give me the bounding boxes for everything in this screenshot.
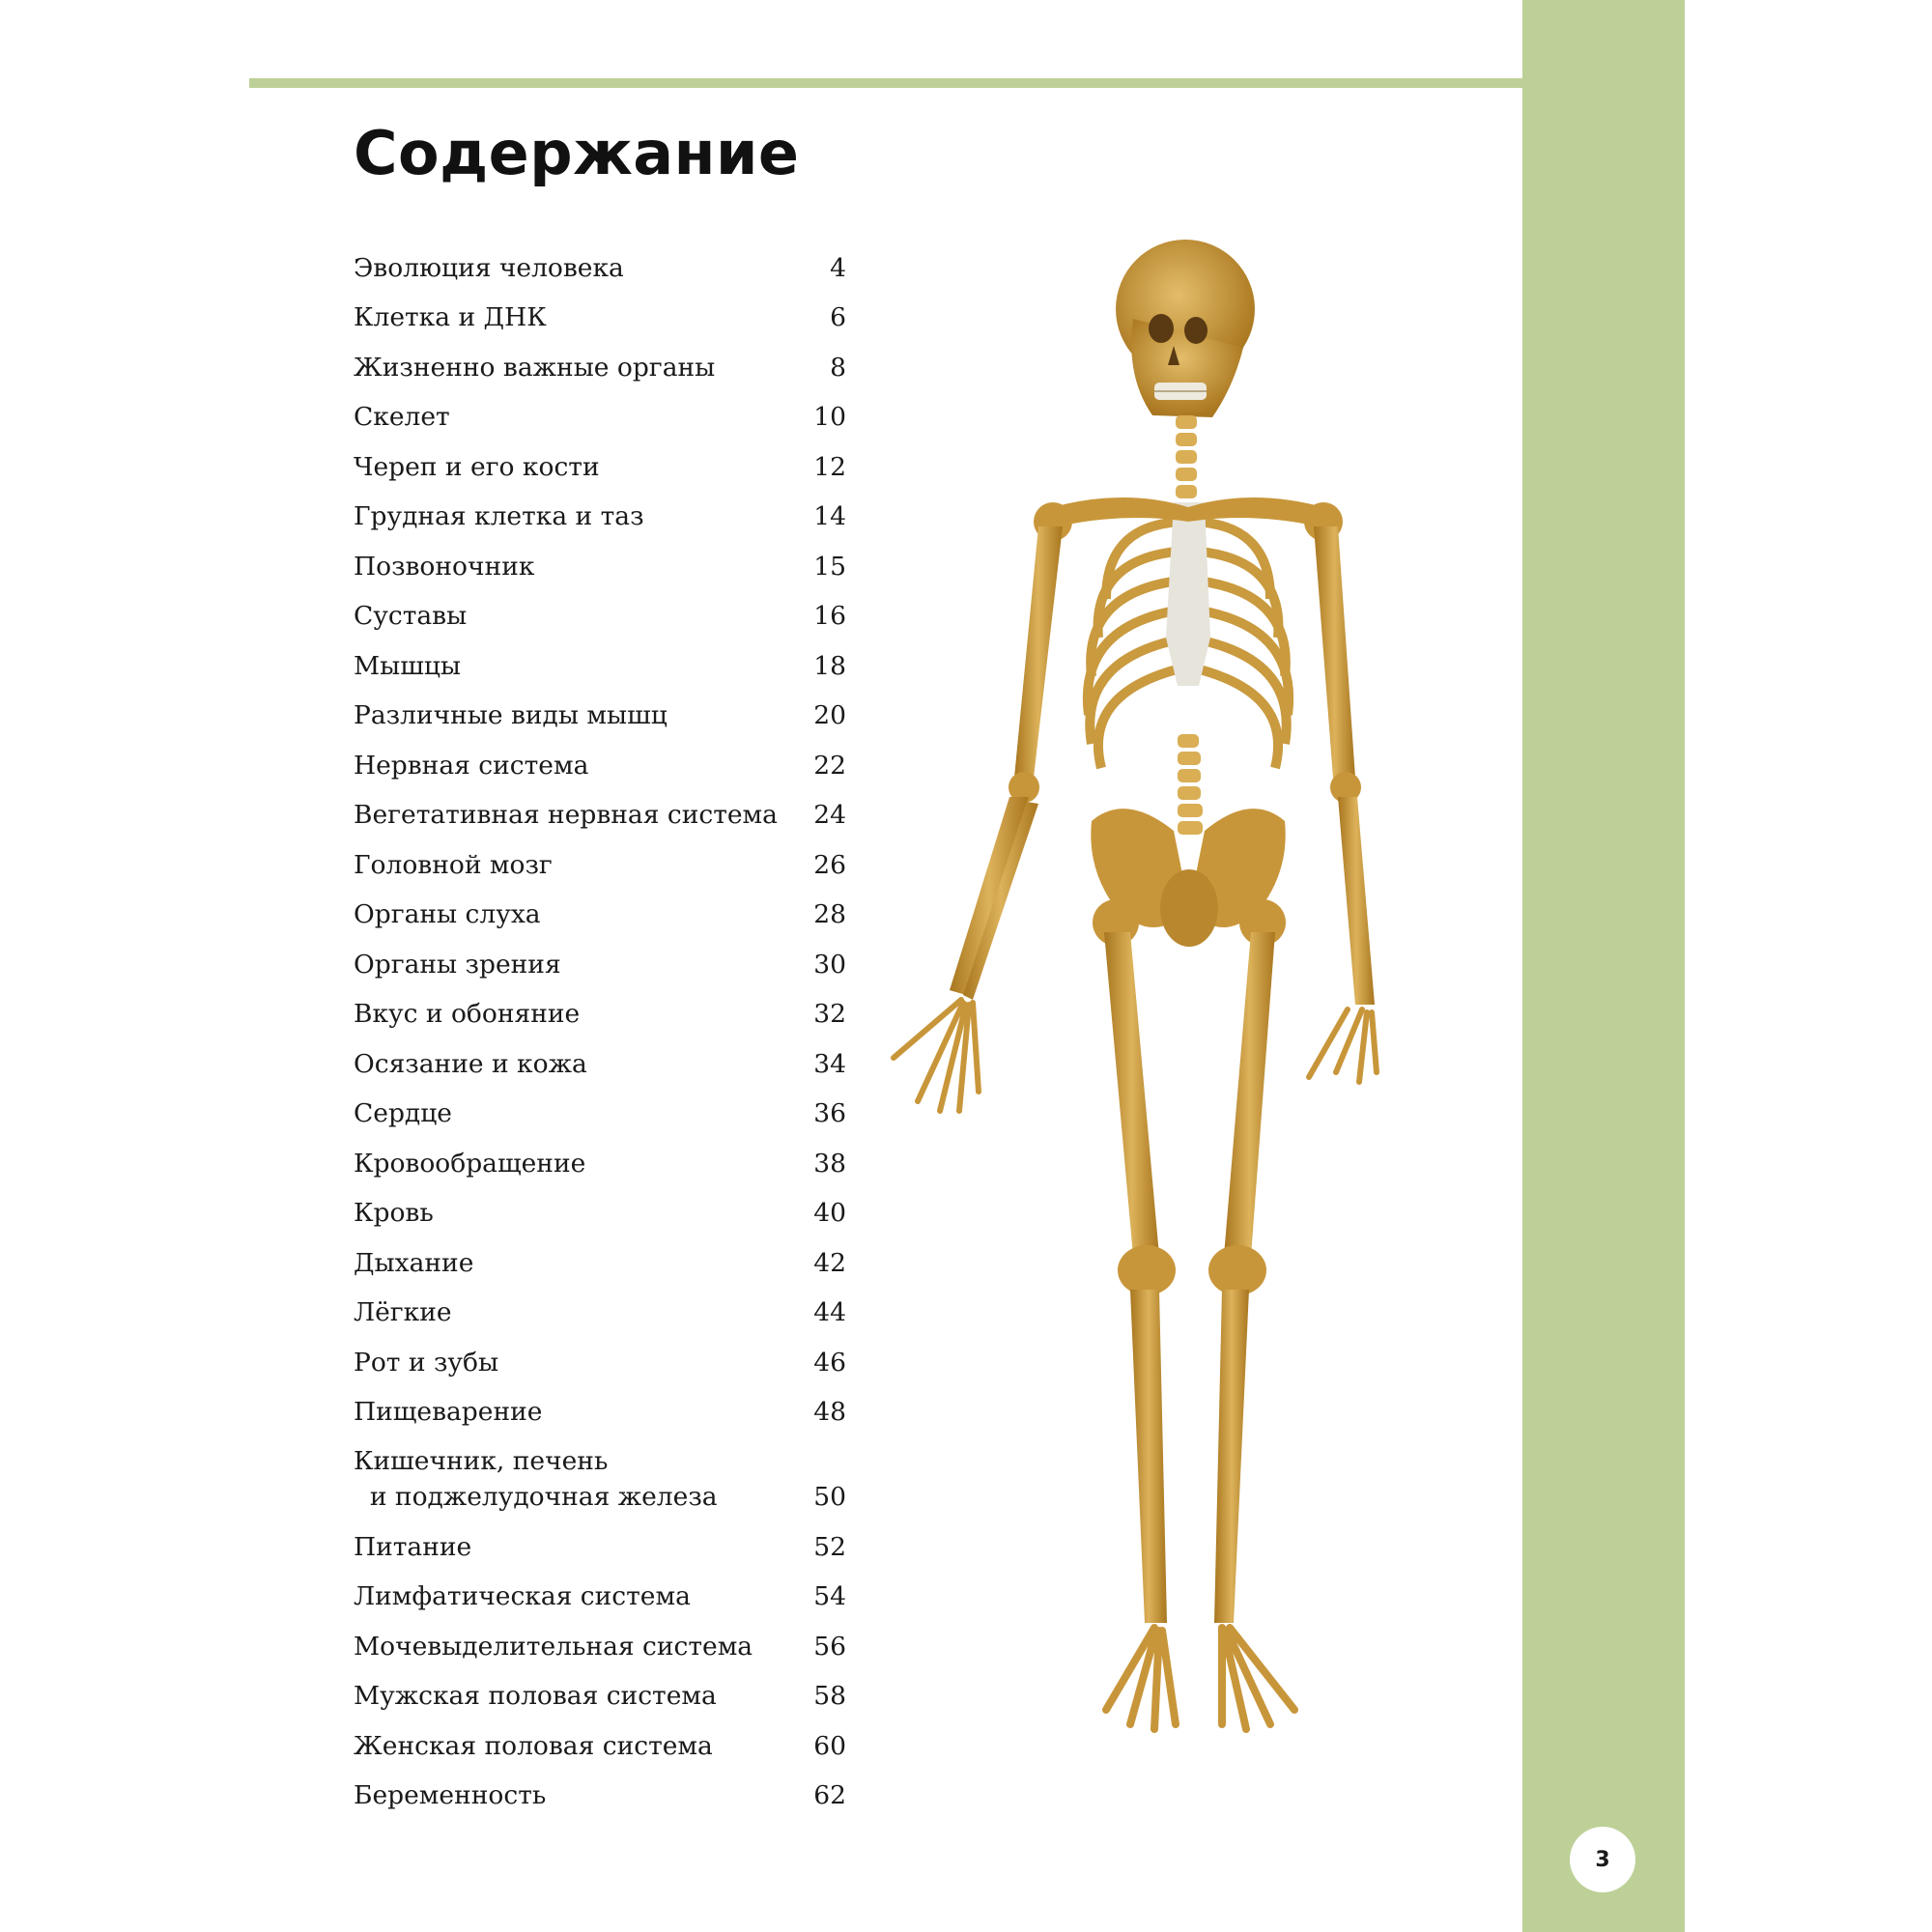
toc-entry-page: 52 <box>813 1531 846 1562</box>
toc-entry-page: 18 <box>813 650 846 681</box>
toc-entry-page: 16 <box>813 601 846 631</box>
toc-entry <box>354 1565 846 1615</box>
toc-entry-title: Эволюция человека <box>354 252 624 283</box>
toc-entry <box>354 534 846 584</box>
toc-entry <box>354 286 846 336</box>
toc-entry-title: Органы зрения <box>354 949 561 980</box>
toc-entry-title: Кровь <box>354 1198 434 1228</box>
toc-entry-title: Суставы <box>354 601 468 631</box>
toc-entry <box>354 1380 846 1431</box>
toc-entry-page: 15 <box>813 551 846 582</box>
skeleton-illustration <box>884 232 1425 1739</box>
toc-entry-title: Нервная система <box>354 750 589 781</box>
toc-entry-page: 60 <box>813 1730 846 1761</box>
skull <box>1116 240 1255 417</box>
toc-entry-title: Мышцы <box>354 650 461 681</box>
toc-entry-page: 42 <box>813 1247 846 1278</box>
arms <box>950 526 1375 1005</box>
toc-entry-title: Мочевыделительная система <box>354 1631 753 1662</box>
toc-entry-page: 34 <box>813 1048 846 1079</box>
toc-entry-page: 46 <box>813 1347 846 1378</box>
top-accent-rule <box>249 78 1522 88</box>
toc-entry-title: Головной мозг <box>354 849 553 880</box>
toc-entry-page: 6 <box>830 302 846 332</box>
toc-entry <box>354 385 846 436</box>
toc-entry <box>354 236 846 286</box>
toc-entry-title: Клетка и ДНК <box>354 302 547 332</box>
toc-entry-title: Вегетативная нервная система <box>354 800 778 830</box>
toc-entry-page: 12 <box>813 451 846 482</box>
toc-entry <box>354 733 846 783</box>
side-accent-band <box>1522 0 1685 1932</box>
toc-entry <box>354 584 846 635</box>
toc-entry-title: Лимфатическая система <box>354 1581 691 1611</box>
toc-entry <box>354 1281 846 1331</box>
toc-entry-title: Беременность <box>354 1780 547 1810</box>
toc-entry <box>354 932 846 982</box>
toc-entry-page: 40 <box>813 1198 846 1228</box>
toc-entry <box>354 1614 846 1664</box>
toc-entry-title: Мужская половая система <box>354 1681 717 1711</box>
toc-entry-page: 8 <box>830 352 846 383</box>
toc-entry <box>354 335 846 385</box>
toc-entry-page: 14 <box>813 501 846 531</box>
toc-entry-title: Позвоночник <box>354 551 535 582</box>
sternum <box>1166 502 1210 686</box>
toc-entry-page: 56 <box>813 1631 846 1662</box>
toc-entry-page: 38 <box>813 1148 846 1179</box>
toc-entry-title: Различные виды мышц <box>354 700 668 730</box>
toc-entry <box>354 1664 846 1715</box>
toc-entry-title: Питание <box>354 1531 472 1562</box>
toc-entry-title: Органы слуха <box>354 899 541 929</box>
toc-entry-page: 54 <box>813 1581 846 1611</box>
toc-entry <box>354 485 846 535</box>
toc-entry-page: 48 <box>813 1397 846 1427</box>
toc-entry <box>354 1515 846 1565</box>
toc-entry-title: Череп и его кости <box>354 451 600 482</box>
table-of-contents <box>354 236 846 1813</box>
toc-entry-page: 44 <box>813 1297 846 1327</box>
toc-entry <box>354 435 846 485</box>
toc-entry-title: Кишечник, печень и поджелудочная железа <box>354 1446 718 1512</box>
toc-entry-page: 36 <box>813 1098 846 1128</box>
toc-entry <box>354 1714 846 1764</box>
toc-entry-title: Дыхание <box>354 1247 474 1278</box>
toc-entry-title: Пищеварение <box>354 1397 543 1427</box>
toc-entry-title: Осязание и кожа <box>354 1048 587 1079</box>
toc-entry <box>354 982 846 1033</box>
toc-entry <box>354 1082 846 1132</box>
toc-entry-page: 30 <box>813 949 846 980</box>
toc-entry-page: 20 <box>813 700 846 730</box>
toc-entry-title: Рот и зубы <box>354 1347 499 1378</box>
toc-entry-page: 26 <box>813 849 846 880</box>
toc-entry <box>354 883 846 933</box>
toc-entry-page: 22 <box>813 750 846 781</box>
toc-entry-title: Вкус и обоняние <box>354 999 581 1029</box>
toc-entry <box>354 1181 846 1232</box>
toc-entry <box>354 1430 846 1515</box>
toc-entry-page: 32 <box>813 999 846 1029</box>
toc-entry <box>354 783 846 834</box>
legs <box>1093 899 1286 1623</box>
toc-entry-title: Сердце <box>354 1098 452 1128</box>
toc-entry-title: Кровообращение <box>354 1148 586 1179</box>
toc-entry-title: Лёгкие <box>354 1297 452 1327</box>
toc-entry-page: 10 <box>813 402 846 432</box>
toc-entry-page: 4 <box>830 252 846 283</box>
toc-entry <box>354 684 846 734</box>
toc-entry-title: Скелет <box>354 402 450 432</box>
toc-entry <box>354 634 846 684</box>
toc-entry <box>354 833 846 883</box>
page-title: Содержание <box>354 118 800 188</box>
toc-entry <box>354 1330 846 1380</box>
toc-entry-page: 58 <box>813 1681 846 1711</box>
toc-entry-title: Женская половая система <box>354 1730 713 1761</box>
toc-entry-page: 24 <box>813 800 846 830</box>
toc-entry-page: 28 <box>813 899 846 929</box>
toc-entry <box>354 1764 846 1814</box>
toc-entry <box>354 1131 846 1181</box>
toc-entry-title: Грудная клетка и таз <box>354 501 644 531</box>
toc-entry-page: 50 <box>813 1482 846 1512</box>
toc-entry <box>354 1032 846 1082</box>
toc-entry-title: Жизненно важные органы <box>354 352 716 383</box>
page-number-badge: 3 <box>1570 1827 1635 1892</box>
toc-entry <box>354 1231 846 1281</box>
feet <box>1106 1628 1294 1729</box>
toc-entry-page: 62 <box>813 1780 846 1810</box>
